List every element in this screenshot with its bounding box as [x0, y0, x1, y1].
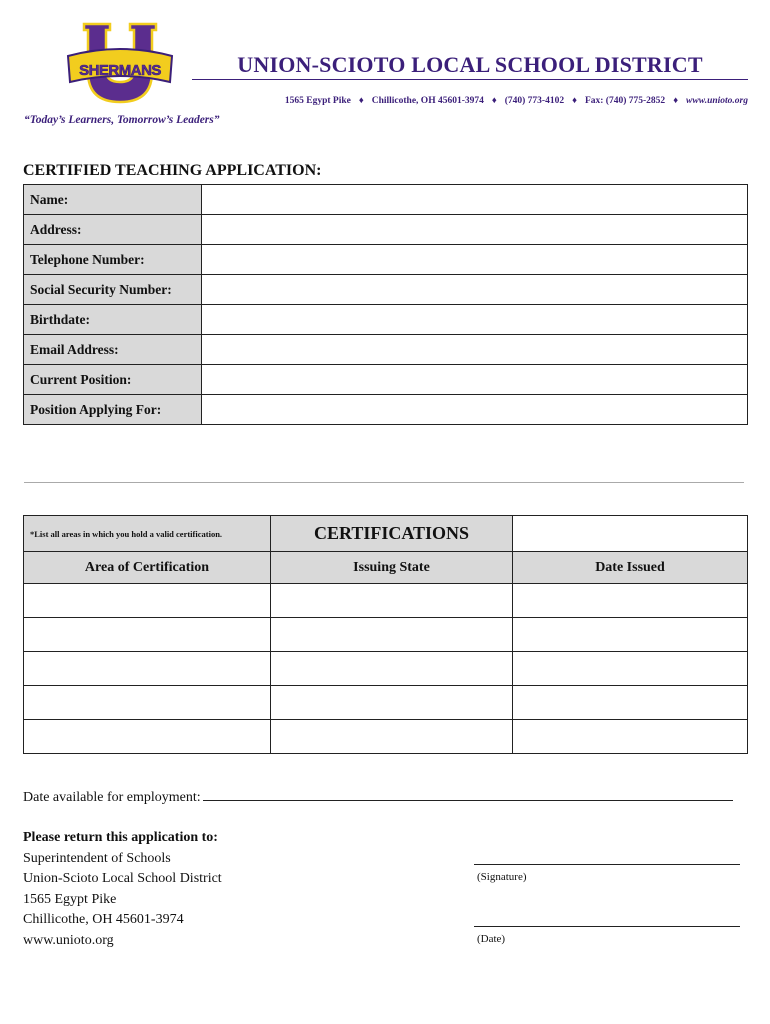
return-address-block [23, 828, 222, 951]
field-row-birthdate [24, 305, 748, 335]
column-header-state: Issuing State [271, 552, 513, 584]
field-label: Email Address: [24, 335, 202, 365]
title-rule [192, 79, 748, 80]
name-input[interactable] [202, 185, 748, 215]
field-label: Address: [24, 215, 202, 245]
ssn-input[interactable] [202, 275, 748, 305]
state-cell[interactable] [271, 720, 513, 754]
date-available-field [23, 786, 733, 806]
field-label: Position Applying For: [24, 395, 202, 425]
address-input[interactable] [202, 215, 748, 245]
field-row-ssn [24, 275, 748, 305]
website-link[interactable]: www.unioto.org [686, 96, 748, 106]
column-header-date: Date Issued [513, 552, 748, 584]
area-cell[interactable] [24, 584, 271, 618]
table-row [24, 618, 748, 652]
field-label: Current Position: [24, 365, 202, 395]
certifications-title: CERTIFICATIONS [271, 516, 513, 552]
column-header-area: Area of Certification [24, 552, 271, 584]
table-row [24, 686, 748, 720]
area-cell[interactable] [24, 720, 271, 754]
separator-icon: ♦ [491, 96, 497, 106]
field-label: Social Security Number: [24, 275, 202, 305]
return-website[interactable]: www.unioto.org [23, 932, 114, 948]
return-line: Superintendent of Schools [23, 850, 171, 866]
separator-icon: ♦ [358, 96, 364, 106]
personal-info-table [23, 184, 748, 425]
field-row-position-applying [24, 395, 748, 425]
city-address: Chillicothe, OH 45601-3974 [371, 96, 484, 106]
area-cell[interactable] [24, 652, 271, 686]
field-label: Birthdate: [24, 305, 202, 335]
field-row-name [24, 185, 748, 215]
field-row-current-position [24, 365, 748, 395]
state-cell[interactable] [271, 652, 513, 686]
certifications-table [23, 515, 748, 754]
certification-note: *List all areas in which you hold a valid certification. [24, 516, 271, 552]
birthdate-input[interactable] [202, 305, 748, 335]
application-heading: CERTIFIED TEACHING APPLICATION: [23, 162, 322, 179]
date-cell[interactable] [513, 720, 748, 754]
table-row [24, 652, 748, 686]
contact-line [250, 96, 748, 106]
state-cell[interactable] [271, 686, 513, 720]
separator-icon: ♦ [673, 96, 679, 106]
district-logo [66, 22, 174, 104]
date-available-label: Date available for employment: [23, 790, 201, 805]
field-row-address [24, 215, 748, 245]
signature-input[interactable] [474, 864, 740, 865]
area-cell[interactable] [24, 686, 271, 720]
district-motto: “Today’s Learners, Tomorrow’s Leaders” [24, 114, 220, 126]
shermans-u-logo-icon [66, 22, 174, 104]
fax-number: Fax: (740) 775-2852 [584, 96, 666, 106]
telephone-input[interactable] [202, 245, 748, 275]
street-address: 1565 Egypt Pike [284, 96, 351, 106]
field-label: Telephone Number: [24, 245, 202, 275]
certifications-header-row [24, 552, 748, 584]
date-cell[interactable] [513, 584, 748, 618]
return-line: Chillicothe, OH 45601-3974 [23, 912, 184, 927]
district-name: UNION-SCIOTO LOCAL SCHOOL DISTRICT [237, 52, 703, 77]
field-row-email [24, 335, 748, 365]
state-cell[interactable] [271, 618, 513, 652]
phone-number: (740) 773-4102 [504, 96, 565, 106]
signature-label: (Signature) [477, 871, 527, 883]
svg-text:SHERMANS: SHERMANS [79, 62, 161, 79]
date-cell[interactable] [513, 652, 748, 686]
position-applying-input[interactable] [202, 395, 748, 425]
field-row-telephone [24, 245, 748, 275]
date-available-input[interactable] [203, 786, 733, 801]
state-cell[interactable] [271, 584, 513, 618]
date-label: (Date) [477, 933, 506, 945]
table-row [24, 720, 748, 754]
table-row [24, 584, 748, 618]
certifications-title-row [24, 516, 748, 552]
return-line: Union-Scioto Local School District [23, 871, 222, 886]
date-cell[interactable] [513, 686, 748, 720]
field-label: Name: [24, 185, 202, 215]
return-heading: Please return this application to: [23, 830, 218, 845]
date-cell[interactable] [513, 618, 748, 652]
section-divider [24, 482, 744, 483]
current-position-input[interactable] [202, 365, 748, 395]
email-input[interactable] [202, 335, 748, 365]
area-cell[interactable] [24, 618, 271, 652]
separator-icon: ♦ [572, 96, 577, 106]
return-line: 1565 Egypt Pike [23, 891, 117, 907]
title-blank-cell [513, 516, 748, 552]
date-signed-input[interactable] [474, 926, 740, 927]
